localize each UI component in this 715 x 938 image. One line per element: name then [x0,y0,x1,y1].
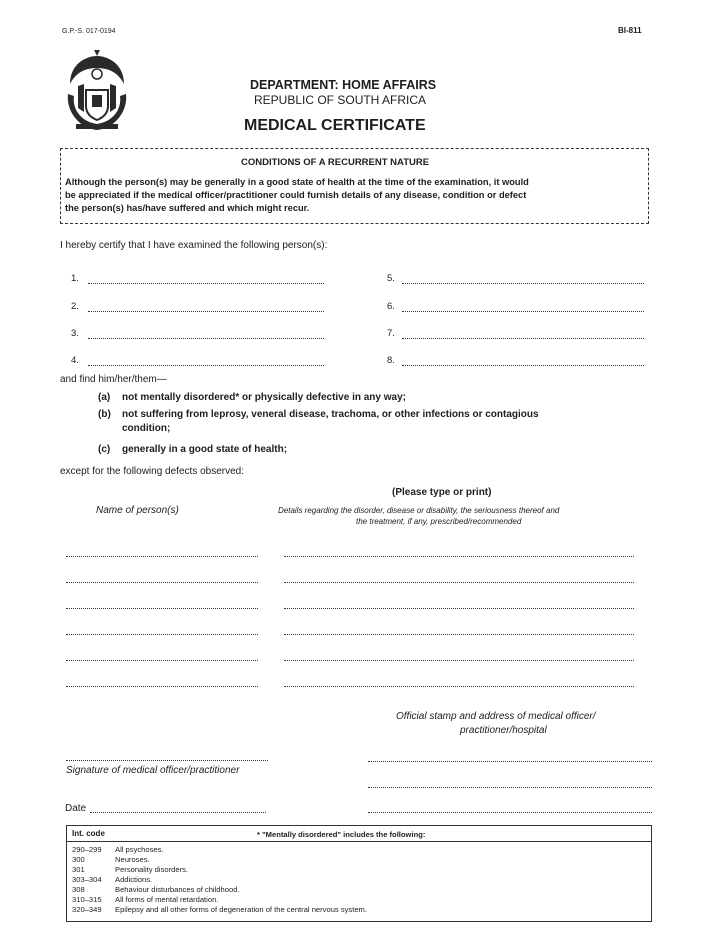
code-description: Behaviour disturbances of childhood. [115,885,240,894]
person-number: 2. [71,301,79,312]
person-number: 6. [387,301,395,312]
stamp-address-field[interactable] [368,787,652,788]
date-label: Date [65,803,87,814]
person-name-field[interactable] [402,311,644,312]
code-description: Neuroses. [115,855,150,864]
finding-text: not mentally disordered* or physically defective in any way; [122,392,406,403]
code-value: 303–304 [72,875,102,884]
page-title: MEDICAL CERTIFICATE [244,117,426,134]
codes-divider [67,841,651,842]
form-number: BI-811 [618,26,642,35]
person-name-field[interactable] [88,365,324,366]
certify-statement: I hereby certify that I have examined the following person(s): [60,240,328,251]
defect-details-field[interactable] [284,634,634,635]
defect-details-field[interactable] [284,608,634,609]
defect-name-field[interactable] [66,634,258,635]
person-number: 4. [71,355,79,366]
department-name: DEPARTMENT: HOME AFFAIRS [250,78,437,92]
person-name-field[interactable] [88,283,324,284]
conditions-line-2: be appreciated if the medical officer/practitioner could furnish details of any disease, condition or defect [65,190,527,200]
except-statement: except for the following defects observed: [60,466,244,477]
code-value: 301 [72,865,85,874]
find-statement: and find him/her/them— [60,374,167,385]
person-name-field[interactable] [402,365,644,366]
date-field[interactable] [90,812,266,813]
stamp-address-field[interactable] [368,761,652,762]
finding-label: (c) [98,444,111,455]
form-reference: G.P.-S. 017-0194 [62,28,116,35]
code-description: Epilepsy and all other forms of degeneration of the central nervous system. [115,905,367,914]
signature-label: Signature of medical officer/practitioner [66,765,240,776]
defect-details-field[interactable] [284,556,634,557]
column-name-heading: Name of person(s) [96,505,179,516]
coat-of-arms-emblem [64,50,130,134]
code-value: 308 [72,885,85,894]
stamp-address-field[interactable] [368,812,652,813]
finding-text: generally in a good state of health; [122,444,288,455]
code-value: 320–349 [72,905,102,914]
mental-disorder-codes-table [66,825,652,922]
finding-label: (b) [98,409,111,420]
code-value: 300 [72,855,85,864]
codes-table-title: * "Mentally disordered" includes the following: [257,830,426,839]
finding-label: (a) [98,392,111,403]
codes-column-heading: Int. code [72,829,105,838]
code-value: 290–299 [72,845,102,854]
column-details-heading-1: Details regarding the disorder, disease or disability, the seriousness thereof and [278,506,560,515]
code-row [72,845,164,854]
column-details-heading-2: the treatment, if any, prescribed/recommended [356,517,522,526]
finding-text: not suffering from leprosy, veneral disease, trachoma, or other infections or contagious [122,409,539,420]
defect-details-field[interactable] [284,686,634,687]
code-row [72,865,188,874]
republic-name: REPUBLIC OF SOUTH AFRICA [254,93,427,107]
person-number: 3. [71,328,79,339]
stamp-label-1: Official stamp and address of medical officer/ [396,711,596,722]
person-name-field[interactable] [88,338,324,339]
person-number: 7. [387,328,395,339]
code-row [72,855,150,864]
code-description: All forms of mental retardation. [115,895,219,904]
please-type-note: (Please type or print) [392,487,492,498]
person-number: 8. [387,355,395,366]
signature-field[interactable] [66,760,268,761]
defect-name-field[interactable] [66,608,258,609]
code-row [72,905,367,914]
code-description: Addictions. [115,875,153,884]
defect-details-field[interactable] [284,660,634,661]
person-number: 5. [387,273,395,284]
code-description: Personality disorders. [115,865,189,874]
finding-text: condition; [122,423,171,434]
conditions-line-1: Although the person(s) may be generally in a good state of health at the time of the examination, it would [65,177,529,187]
defect-name-field[interactable] [66,660,258,661]
person-number: 1. [71,273,79,284]
code-row [72,885,240,894]
person-name-field[interactable] [402,338,644,339]
conditions-heading: CONDITIONS OF A RECURRENT NATURE [241,157,430,168]
code-description: All psychoses. [115,845,164,854]
defect-name-field[interactable] [66,556,258,557]
person-name-field[interactable] [88,311,324,312]
stamp-label-2: practitioner/hospital [460,725,547,736]
code-value: 310–315 [72,895,102,904]
code-row [72,895,218,904]
person-name-field[interactable] [402,283,644,284]
defect-details-field[interactable] [284,582,634,583]
conditions-box [60,148,649,224]
defect-name-field[interactable] [66,582,258,583]
code-row [72,875,152,884]
defect-name-field[interactable] [66,686,258,687]
conditions-line-3: the person(s) has/have suffered and which might recur. [65,203,310,213]
